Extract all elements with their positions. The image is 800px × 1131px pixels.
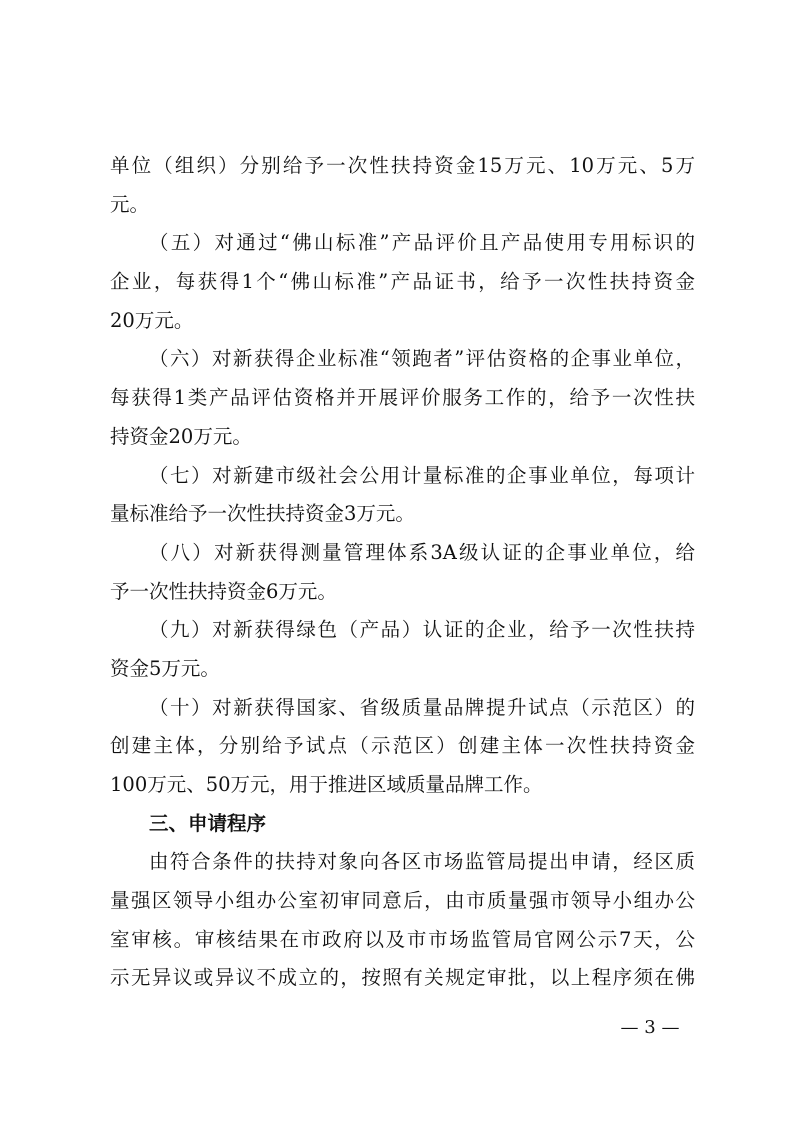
- paragraph-line: （六）对新获得企业标准“领跑者”评估资格的企事业单位，: [149, 347, 695, 371]
- body-text: [110, 147, 695, 998]
- paragraph-line: 20万元。: [110, 308, 194, 332]
- page-number: — 3 —: [620, 1017, 680, 1038]
- paragraph-line: 持资金20万元。: [110, 424, 252, 448]
- paragraph-line: （八）对新获得测量管理体系3A级认证的企事业单位，给: [149, 540, 695, 564]
- paragraph-line: （十）对新获得国家、省级质量品牌提升试点（示范区）的: [149, 695, 695, 719]
- paragraph-line: 企业，每获得1个“佛山标准”产品证书，给予一次性扶持资金: [110, 270, 695, 294]
- paragraph-line: 予一次性扶持资金6万元。: [110, 579, 337, 603]
- paragraph-line: 量强区领导小组办公室初审同意后，由市质量强市领导小组办公: [110, 889, 695, 913]
- paragraph-line: 创建主体，分别给予试点（示范区）创建主体一次性扶持资金: [110, 734, 695, 758]
- paragraph-line: 100万元、50万元，用于推进区域质量品牌工作。: [110, 773, 543, 796]
- paragraph-line: （五）对通过“佛山标准”产品评价且产品使用专用标识的: [149, 231, 695, 255]
- paragraph-line: 每获得1类产品评估资格并开展评价服务工作的，给予一次性扶: [110, 386, 695, 410]
- paragraph-line: 资金5万元。: [110, 656, 220, 680]
- section-heading: 三、申请程序: [149, 811, 267, 835]
- paragraph-line: （七）对新建市级社会公用计量标准的企事业单位，每项计: [149, 463, 695, 487]
- paragraph-line: 由符合条件的扶持对象向各区市场监管局提出申请，经区质: [149, 850, 695, 874]
- paragraph-line: 单位（组织）分别给予一次性扶持资金15万元、10万元、5万: [110, 154, 695, 177]
- paragraph-line: （九）对新获得绿色（产品）认证的企业，给予一次性扶持: [149, 618, 695, 642]
- paragraph-line: 量标准给予一次性扶持资金3万元。: [110, 502, 415, 526]
- paragraph-line: 元。: [110, 192, 150, 216]
- paragraph-line: 示无异议或异议不成立的，按照有关规定审批，以上程序须在佛: [110, 966, 695, 990]
- paragraph-line: 室审核。审核结果在市政府以及市市场监管局官网公示7天，公: [110, 927, 695, 951]
